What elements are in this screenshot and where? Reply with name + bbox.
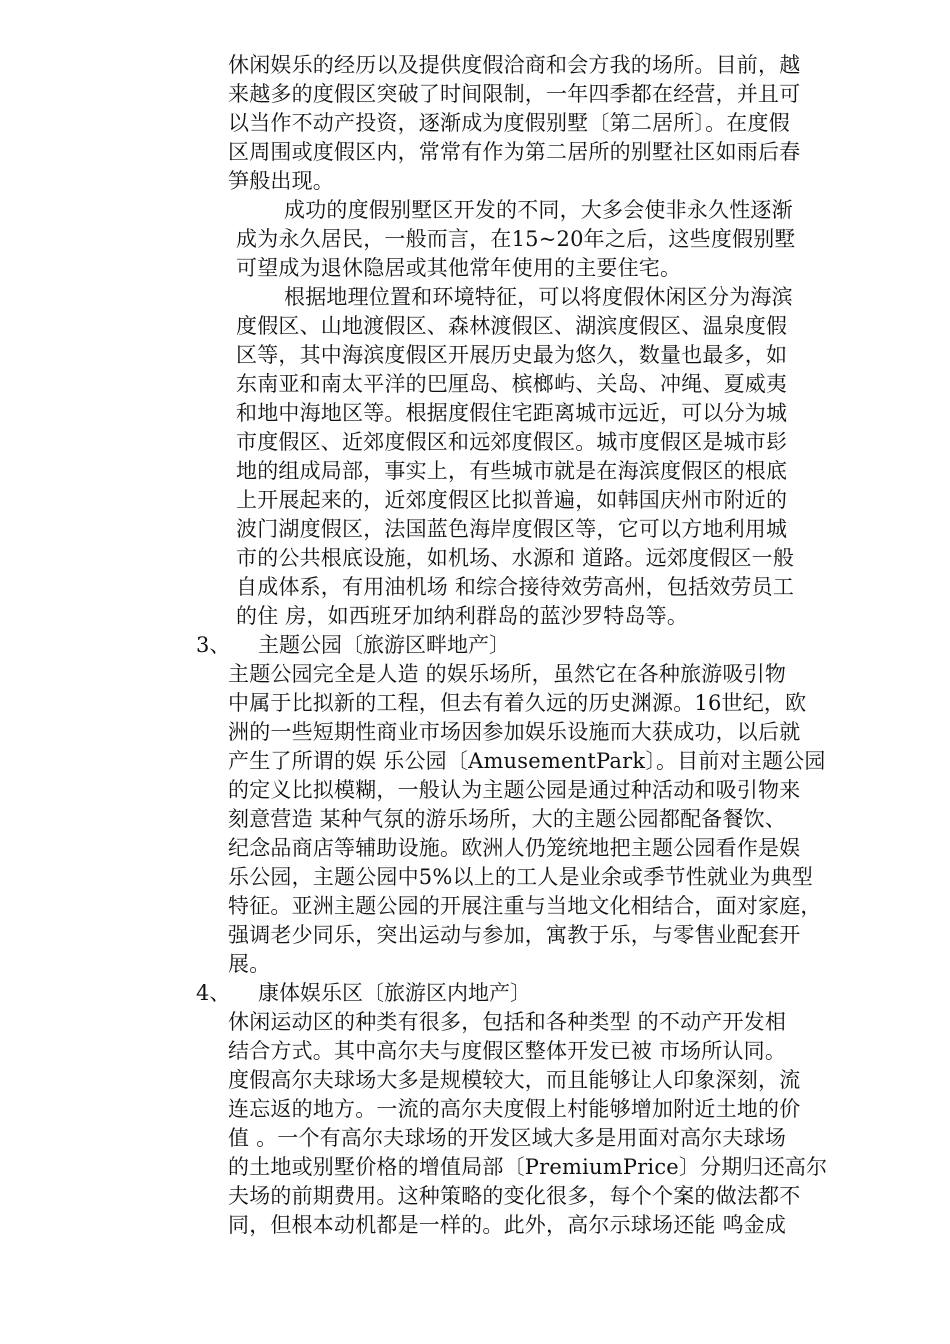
paragraph-line: 休闲运动区的种类有很多，包括和各种类型 的不动产开发相	[228, 1010, 787, 1034]
paragraph-line: 连忘返的地方。一流的高尔夫度假上村能够增加附近土地的价	[228, 1097, 801, 1121]
paragraph-line: 结合方式。其中高尔夫与度假区整体开发已被 市场所认同。	[228, 1039, 787, 1063]
paragraph-line: 区周围或度假区内，常常有作为第二居所的别墅社区如雨后春	[228, 140, 801, 164]
paragraph-line: 产生了所谓的娱 乐公园〔AmusementPark〕。目前对主题公园	[228, 749, 826, 773]
paragraph-line: 乐公园，主题公园中5%以上的工人是业余或季节性就业为典型	[228, 865, 813, 889]
paragraph-line: 休闲娱乐的经历以及提供度假洽商和会方我的场所。目前，越	[228, 53, 801, 77]
paragraph-line: 值 。一个有高尔夫球场的开发区域大多是用面对高尔夫球场	[228, 1126, 787, 1150]
section-3-title: 主题公园〔旅游区畔地产〕	[258, 633, 510, 657]
paragraph-line: 特征。亚洲主题公园的开展注重与当地文化相结合，面对家庭，	[228, 894, 822, 918]
paragraph-line: 中属于比拟新的工程，但去有着久远的历史渊源。16世纪，欧	[228, 691, 807, 715]
paragraph-line: 上开展起来的，近郊度假区比拟普遍，如韩国庆州市附近的	[236, 488, 788, 512]
section-4-number: 4、	[196, 981, 231, 1005]
paragraph-line: 展。	[228, 952, 271, 976]
paragraph-line: 东南亚和南太平洋的巴厘岛、槟榔屿、关岛、冲绳、夏威夷	[236, 372, 788, 396]
paragraph-line: 成功的度假别墅区开发的不同，大多会使非永久性逐渐	[284, 198, 793, 222]
paragraph-line: 笋般出现。	[228, 169, 334, 193]
paragraph-line: 的住 房，如西班牙加纳利群岛的蓝沙罗特岛等。	[236, 604, 689, 628]
section-4-title: 康体娱乐区〔旅游区内地产〕	[258, 981, 531, 1005]
paragraph-line: 的定义比拟模糊，一般认为主题公园是通过种活动和吸引物来	[228, 778, 801, 802]
section-3-number: 3、	[196, 633, 231, 657]
paragraph-line: 度假区、山地渡假区、森林渡假区、湖滨度假区、温泉度假	[236, 314, 788, 338]
paragraph-line: 地的组成局部，事实上，有些城市就是在海滨度假区的根底	[236, 459, 788, 483]
paragraph-line: 市的公共根底设施，如机场、水源和 道路。远郊度假区一般	[236, 546, 795, 570]
paragraph-line: 强调老少同乐，突出运动与参加，寓教于乐，与零售业配套开	[228, 923, 801, 947]
paragraph-line: 市度假区、近郊度假区和远郊度假区。城市度假区是城市髟	[236, 430, 788, 454]
paragraph-line: 波门湖度假区，法国蓝色海岸度假区等，它可以方地利用城	[236, 517, 788, 541]
paragraph-line: 和地中海地区等。根据度假住宅距离城市远近，可以分为城	[236, 401, 788, 425]
paragraph-line: 的土地或别墅价格的增值局部〔PremiumPrice〕分期归还高尔	[228, 1155, 828, 1179]
paragraph-line: 刻意营造 某种气氛的游乐场所，大的主题公园都配备餐饮、	[228, 807, 787, 831]
paragraph-line: 夫场的前期费用。这种策略的变化很多，每个个案的做法都不	[228, 1184, 801, 1208]
paragraph-line: 洲的一些短期性商业市场因参加娱乐设施而大获成功，以后就	[228, 720, 801, 744]
paragraph-line: 度假高尔夫球场大多是规模较大，而且能够让人印象深刻，流	[228, 1068, 801, 1092]
paragraph-line: 来越多的度假区突破了时间限制，一年四季都在经营，并且可	[228, 82, 801, 106]
paragraph-line: 自成体系，有用油机场 和综合接待效劳高州，包括效劳员工	[236, 575, 795, 599]
paragraph-line: 同，但根本动机都是一样的。此外，高尔示球场还能 鸣金成	[228, 1213, 787, 1237]
paragraph-line: 以当作不动产投资，逐渐成为度假别墅〔第二居所〕。在度假	[228, 111, 790, 135]
paragraph-line: 可望成为退休隐居或其他常年使用的主要住宅。	[236, 256, 682, 280]
paragraph-line: 纪念品商店等辅助设施。欧洲人仍笼统地把主题公园看作是娱	[228, 836, 801, 860]
paragraph-line: 主题公园完全是人造 的娱乐场所，虽然它在各种旅游吸引物	[228, 662, 787, 686]
paragraph-line: 区等，其中海滨度假区开展历史最为悠久，数量也最多，如	[236, 343, 788, 367]
paragraph-line: 根据地理位置和环境特征，可以将度假休闲区分为海滨	[284, 285, 793, 309]
paragraph-line: 成为永久居民，一般而言，在15~20年之后，这些度假别墅	[236, 227, 796, 251]
